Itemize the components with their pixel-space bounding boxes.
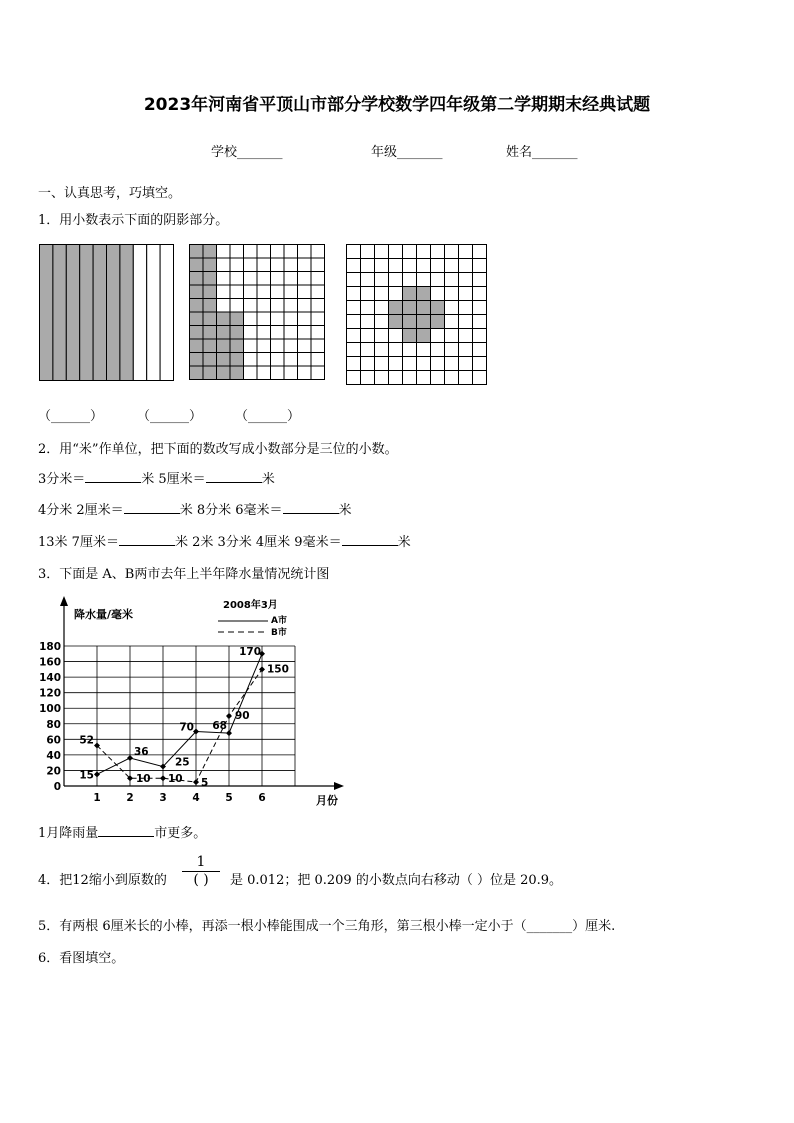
grid-cell	[375, 301, 389, 315]
grid-cell	[284, 366, 298, 380]
question-3: 3．下面是 A、B两市去年上半年降水量情况统计图	[38, 567, 330, 582]
grid-cell	[203, 258, 217, 272]
grid-cell	[257, 326, 271, 340]
grid-cell	[473, 315, 487, 329]
grid-cell	[389, 273, 403, 287]
grid-cell	[417, 329, 431, 343]
grid-cell	[403, 357, 417, 371]
grid-cell	[284, 312, 298, 326]
grid-cell	[473, 343, 487, 357]
grid-cell	[403, 329, 417, 343]
grid-cell	[298, 326, 312, 340]
grid-cell	[257, 285, 271, 299]
grid-cell	[203, 245, 217, 259]
grid-cell	[361, 357, 375, 371]
grid-cell	[257, 299, 271, 313]
grid-cell	[403, 287, 417, 301]
data-label: 70	[179, 721, 194, 734]
grid-cell	[361, 301, 375, 315]
data-label: 5	[201, 777, 209, 790]
name-field: 姓名_______	[506, 145, 578, 160]
data-label: 90	[235, 710, 250, 722]
grid-cell	[459, 357, 473, 371]
grid-cell	[389, 371, 403, 385]
strip	[133, 245, 146, 381]
strip	[93, 245, 106, 381]
grid-cell	[284, 285, 298, 299]
grid-cell	[203, 339, 217, 353]
grid-cell	[445, 357, 459, 371]
data-point	[259, 666, 265, 672]
grid-cell	[375, 329, 389, 343]
grid-cell	[230, 272, 244, 286]
question-1: 1．用小数表示下面的阴影部分。	[38, 213, 229, 228]
grid-cell	[271, 258, 285, 272]
grid-cell	[284, 245, 298, 259]
grid-cell	[190, 312, 204, 326]
grid-cell	[403, 259, 417, 273]
grid-cell	[361, 273, 375, 287]
grid-cell	[403, 273, 417, 287]
grid-cell	[203, 326, 217, 340]
strip	[80, 245, 93, 381]
fraction-numerator: 1	[196, 854, 206, 870]
grid-cell	[445, 329, 459, 343]
figure-grid-l-shape	[189, 244, 326, 381]
grid-cell	[257, 258, 271, 272]
y-tick-label: 100	[39, 703, 61, 716]
grid-cell	[271, 312, 285, 326]
grid-cell	[431, 273, 445, 287]
grid-cell	[375, 245, 389, 259]
grid-cell	[244, 272, 258, 286]
grid-cell	[389, 245, 403, 259]
grid-cell	[230, 245, 244, 259]
grid-cell	[244, 339, 258, 353]
grid-cell	[431, 259, 445, 273]
data-point	[160, 775, 166, 781]
grid-cell	[217, 353, 231, 367]
grid-cell	[459, 273, 473, 287]
grid-cell	[459, 315, 473, 329]
chart-xlabel: 月份	[316, 794, 338, 807]
y-tick-label: 20	[46, 765, 61, 778]
grid-cell	[361, 315, 375, 329]
grid-cell	[347, 245, 361, 259]
q2-line-2: 4分米 2厘米＝ 米 8分米 6毫米＝ 米	[38, 503, 352, 518]
grid-cell	[217, 339, 231, 353]
y-axis-arrow	[60, 596, 68, 606]
y-tick-label: 80	[46, 718, 61, 731]
grid-cell	[203, 366, 217, 380]
grid-cell	[403, 371, 417, 385]
grid-cell	[389, 287, 403, 301]
data-point	[127, 755, 133, 761]
page-title: 2023年河南省平顶山市部分学校数学四年级第二学期期末经典试题	[143, 95, 651, 115]
grid-cell	[244, 366, 258, 380]
grid-cell	[361, 287, 375, 301]
strip	[53, 245, 66, 381]
data-label: 36	[134, 746, 149, 758]
grid-cell	[431, 245, 445, 259]
grid-cell	[473, 245, 487, 259]
grid-cell	[190, 326, 204, 340]
grid-cell	[190, 353, 204, 367]
fraction	[178, 854, 224, 888]
grid-cell	[190, 258, 204, 272]
data-point	[94, 771, 100, 777]
grid-cell	[244, 312, 258, 326]
chart-ylabel: 降水量/毫米	[74, 608, 134, 621]
grid-cell	[473, 287, 487, 301]
grid-cell	[347, 259, 361, 273]
grid-cell	[311, 326, 325, 340]
grid-cell	[230, 312, 244, 326]
grid-cell	[431, 329, 445, 343]
grid-cell	[375, 343, 389, 357]
grid-cell	[284, 299, 298, 313]
grid-cell	[284, 272, 298, 286]
grid-cell	[284, 353, 298, 367]
data-point	[193, 779, 199, 785]
grid-cell	[431, 371, 445, 385]
q2-line-3: 13米 7厘米＝ 米 2米 3分米 4厘米 9毫米＝ 米	[38, 535, 411, 550]
grid-cell	[417, 245, 431, 259]
grid-cell	[257, 366, 271, 380]
grid-cell	[298, 285, 312, 299]
grid-cell	[230, 339, 244, 353]
grid-cell	[217, 312, 231, 326]
grid-cell	[417, 343, 431, 357]
grid-cell	[244, 299, 258, 313]
data-label: 68	[212, 720, 227, 733]
strip	[147, 245, 160, 381]
answer-blank-2: （______）	[137, 409, 203, 424]
grid-cell	[217, 258, 231, 272]
grid-cell	[417, 315, 431, 329]
grid-cell	[347, 301, 361, 315]
grid-cell	[271, 366, 285, 380]
y-tick-label: 120	[39, 687, 61, 700]
grid-cell	[375, 273, 389, 287]
grid-cell	[445, 315, 459, 329]
figure-strips	[39, 244, 175, 381]
grid-cell	[298, 272, 312, 286]
grid-cell	[431, 287, 445, 301]
grid-cell	[389, 343, 403, 357]
grid-cell	[431, 301, 445, 315]
y-tick-label: 0	[53, 781, 61, 793]
grid-cell	[271, 353, 285, 367]
grid-cell	[244, 353, 258, 367]
grid-cell	[284, 326, 298, 340]
strip	[107, 245, 120, 381]
grid-cell	[347, 357, 361, 371]
grid-cell	[271, 339, 285, 353]
grid-cell	[389, 357, 403, 371]
question-6: 6．看图填空。	[38, 951, 125, 966]
x-tick-label: 6	[258, 792, 266, 804]
grid-cell	[459, 287, 473, 301]
grid-cell	[230, 258, 244, 272]
grid-cell	[417, 371, 431, 385]
grid-cell	[190, 272, 204, 286]
grid-cell	[190, 299, 204, 313]
grid-cell	[271, 326, 285, 340]
y-tick-label: 140	[39, 672, 61, 685]
grid-cell	[403, 343, 417, 357]
grid-cell	[311, 312, 325, 326]
grid-cell	[271, 272, 285, 286]
grid-cell	[459, 371, 473, 385]
grid-cell	[311, 299, 325, 313]
data-label: 150	[267, 663, 289, 676]
grid-cell	[230, 299, 244, 313]
grid-cell	[311, 353, 325, 367]
grid-cell	[361, 329, 375, 343]
grid-cell	[445, 343, 459, 357]
legend-label-b: B市	[271, 628, 287, 638]
section-heading: 一、认真思考，巧填空。	[38, 186, 182, 201]
grid-cell	[347, 273, 361, 287]
grid-cell	[361, 371, 375, 385]
strip	[40, 245, 53, 381]
grid-cell	[459, 329, 473, 343]
rainfall-chart	[34, 592, 354, 810]
grid-cell	[217, 285, 231, 299]
grid-cell	[257, 339, 271, 353]
grid-cell	[389, 259, 403, 273]
grid-cell	[361, 259, 375, 273]
grid-cell	[431, 357, 445, 371]
grid-cell	[375, 259, 389, 273]
grid-cell	[244, 285, 258, 299]
grid-cell	[403, 245, 417, 259]
grid-cell	[298, 366, 312, 380]
grid-cell	[230, 285, 244, 299]
grid-cell	[284, 339, 298, 353]
data-point	[226, 713, 232, 719]
grid-cell	[203, 353, 217, 367]
y-tick-label: 60	[46, 734, 61, 747]
grid-cell	[271, 285, 285, 299]
grid-cell	[389, 315, 403, 329]
grid-cell	[217, 245, 231, 259]
x-tick-label: 5	[225, 792, 233, 804]
grid-cell	[311, 258, 325, 272]
x-tick-label: 1	[93, 792, 101, 804]
answer-blank-1: （______）	[38, 409, 104, 424]
grid-cell	[375, 371, 389, 385]
question-2: 2．用“米”作单位，把下面的数改写成小数部分是三位的小数。	[38, 442, 398, 457]
grid-cell	[417, 301, 431, 315]
x-axis-arrow	[334, 782, 344, 790]
grid-cell	[347, 287, 361, 301]
grid-cell	[473, 273, 487, 287]
data-label: 170	[239, 645, 261, 658]
grid-cell	[217, 272, 231, 286]
grid-cell	[190, 339, 204, 353]
grid-cell	[311, 339, 325, 353]
grid-cell	[217, 299, 231, 313]
strip	[160, 245, 173, 381]
figure-grid-cross	[346, 244, 487, 385]
grid-cell	[257, 272, 271, 286]
grid-cell	[361, 343, 375, 357]
grid-cell	[389, 301, 403, 315]
grid-cell	[459, 245, 473, 259]
grid-cell	[190, 245, 204, 259]
q3-answer-line: 1月降雨量 市更多。	[38, 826, 207, 841]
grid-cell	[459, 259, 473, 273]
grid-cell	[473, 371, 487, 385]
grid-cell	[459, 301, 473, 315]
question-4-suffix: 是 0.012；把 0.209 的小数点向右移动（ ）位是 20.9。	[230, 873, 563, 888]
grid-cell	[203, 312, 217, 326]
grid-cell	[230, 326, 244, 340]
grid-cell	[473, 357, 487, 371]
grid-cell	[257, 353, 271, 367]
grade-field: 年级_______	[371, 145, 443, 160]
grid-cell	[445, 371, 459, 385]
grid-cell	[417, 259, 431, 273]
grid-cell	[230, 353, 244, 367]
grid-cell	[473, 259, 487, 273]
grid-cell	[311, 366, 325, 380]
grid-cell	[459, 343, 473, 357]
legend-label-a: A市	[271, 616, 287, 626]
grid-cell	[403, 315, 417, 329]
grid-cell	[271, 245, 285, 259]
grid-cell	[473, 329, 487, 343]
grid-cell	[257, 245, 271, 259]
x-tick-label: 3	[159, 792, 167, 804]
grid-cell	[473, 301, 487, 315]
fraction-denominator: ( )	[193, 872, 209, 888]
grid-cell	[298, 353, 312, 367]
grid-cell	[203, 272, 217, 286]
grid-cell	[298, 339, 312, 353]
grid-cell	[311, 245, 325, 259]
grid-cell	[445, 273, 459, 287]
grid-cell	[203, 299, 217, 313]
grid-cell	[445, 301, 459, 315]
grid-cell	[298, 245, 312, 259]
grid-cell	[347, 329, 361, 343]
grid-cell	[244, 326, 258, 340]
y-tick-label: 40	[46, 749, 61, 762]
grid-cell	[375, 315, 389, 329]
grid-cell	[403, 301, 417, 315]
grid-cell	[298, 312, 312, 326]
question-5: 5．有两根 6厘米长的小棒，再添一根小棒能围成一个三角形，第三根小棒一定小于（_______）厘米.	[38, 919, 616, 934]
chart-title: 2008年3月	[223, 600, 278, 611]
grid-cell	[244, 245, 258, 259]
data-label: 52	[79, 734, 94, 747]
grid-cell	[311, 285, 325, 299]
question-4-prefix: 4．把12缩小到原数的	[38, 873, 167, 888]
y-tick-label: 160	[39, 656, 61, 669]
grid-cell	[271, 299, 285, 313]
grid-cell	[347, 371, 361, 385]
grid-cell	[284, 258, 298, 272]
grid-cell	[347, 315, 361, 329]
grid-cell	[431, 343, 445, 357]
grid-cell	[203, 285, 217, 299]
grid-cell	[230, 366, 244, 380]
grid-cell	[389, 329, 403, 343]
grid-cell	[190, 366, 204, 380]
grid-cell	[298, 258, 312, 272]
x-tick-label: 4	[192, 792, 200, 804]
grid-cell	[417, 287, 431, 301]
grid-cell	[244, 258, 258, 272]
data-label: 10	[168, 773, 183, 786]
grid-cell	[217, 366, 231, 380]
y-tick-label: 180	[39, 641, 61, 653]
grid-cell	[375, 287, 389, 301]
grid-cell	[445, 287, 459, 301]
grid-cell	[190, 285, 204, 299]
grid-cell	[311, 272, 325, 286]
grid-cell	[431, 315, 445, 329]
data-label: 15	[79, 769, 94, 782]
grid-cell	[417, 357, 431, 371]
strip	[66, 245, 79, 381]
grid-cell	[257, 312, 271, 326]
grid-cell	[445, 259, 459, 273]
grid-cell	[361, 245, 375, 259]
school-field: 学校_______	[211, 145, 283, 160]
answer-blank-3: （______）	[235, 409, 301, 424]
data-label: 25	[175, 756, 190, 769]
grid-cell	[298, 299, 312, 313]
q2-line-1: 3分米＝ 米 5厘米＝ 米	[38, 472, 275, 487]
grid-cell	[347, 343, 361, 357]
strip	[120, 245, 133, 381]
data-label: 10	[136, 773, 151, 786]
grid-cell	[417, 273, 431, 287]
grid-cell	[217, 326, 231, 340]
x-tick-label: 2	[126, 792, 134, 804]
grid-cell	[375, 357, 389, 371]
grid-cell	[445, 245, 459, 259]
